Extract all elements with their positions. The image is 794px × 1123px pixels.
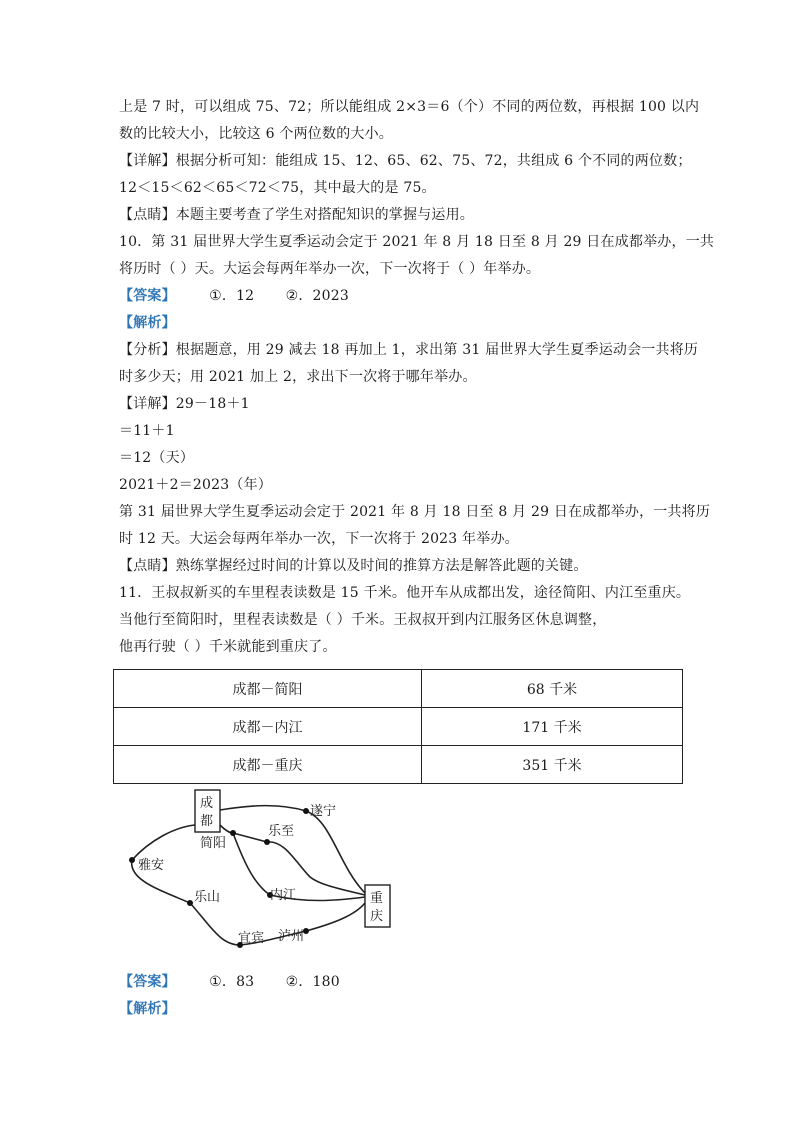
text-line: ＝11＋1: [119, 423, 175, 439]
label-yaan: 雅安: [138, 858, 165, 873]
question-11-cont: 他再行驶（ ）千米就能到重庆了。: [119, 639, 337, 655]
question-11: 11．王叔叔新买的车里程表读数是 15 千米。他开车从成都出发，途径简阳、内江至重庆。: [119, 585, 691, 601]
route-chengdu-suining-chongqing: [220, 806, 365, 893]
analysis-label: 【解析】: [119, 315, 176, 331]
label-chongqing-2: 庆: [370, 909, 384, 924]
route-cell: 成都－内江: [114, 708, 422, 746]
label-luzhou: 泸州: [278, 929, 305, 944]
label-chengdu-2: 都: [200, 814, 214, 829]
answer-2: ②．2023: [285, 288, 349, 304]
question-11-cont: 当他行至简阳时，里程表读数是（ ）千米。王叔叔开到内江服务区休息调整，: [119, 612, 607, 628]
text-line: 【详解】29－18＋1: [119, 396, 250, 412]
label-jianyang: 简阳: [200, 836, 227, 851]
distance-cell: 68 千米: [421, 670, 682, 708]
question-10-cont: 将历时（ ）天。大运会每两年举办一次，下一次将于（ ）年举办。: [119, 261, 541, 277]
table-row: [114, 746, 683, 784]
text-line: 【分析】根据题意，用 29 减去 18 再加上 1，求出第 31 届世界大学生夏季运动会一共将历: [119, 342, 699, 358]
label-chongqing-1: 重: [370, 891, 384, 906]
jianyang-dot: [230, 830, 236, 836]
route-jianyang-lezhi: [233, 833, 267, 842]
text-line: 时 12 天。大运会每两年举办一次，下一次将于 2023 年举办。: [119, 531, 519, 547]
answer-label: 【答案】: [119, 288, 176, 304]
lezhi-dot: [264, 839, 270, 845]
label-lezhi: 乐至: [268, 824, 295, 839]
yaan-dot: [129, 857, 135, 863]
label-leshan: 乐山: [194, 890, 221, 905]
route-map: [120, 785, 400, 960]
distance-cell: 351 千米: [421, 746, 682, 784]
label-yibin: 宜宾: [238, 931, 265, 946]
answer-10: [119, 286, 349, 306]
text-line: 第 31 届世界大学生夏季运动会定于 2021 年 8 月 18 日至 8 月 29 日在成都举办，一共将历: [119, 504, 711, 520]
route-cell: 成都－简阳: [114, 670, 422, 708]
answer-label: 【答案】: [119, 974, 176, 990]
distance-table: [113, 669, 683, 784]
text-line: 数的比较大小，比较这 6 个两位数的大小。: [119, 126, 394, 142]
answer-11: [119, 972, 340, 992]
label-suining: 遂宁: [310, 804, 337, 819]
text-line: 2021＋2＝2023（年）: [119, 477, 272, 493]
text-line: 上是 7 时，可以组成 75、72；所以能组成 2×3＝6（个）不同的两位数，再根据 100 以内: [119, 99, 700, 115]
answer-1: ①．83: [209, 974, 255, 990]
answer-1: ①．12: [209, 288, 255, 304]
table-row: [114, 670, 683, 708]
text-line: ＝12（天）: [119, 450, 195, 466]
text-line: 【点睛】本题主要考查了学生对搭配知识的掌握与运用。: [119, 207, 474, 223]
table-row: [114, 708, 683, 746]
question-10: 10．第 31 届世界大学生夏季运动会定于 2021 年 8 月 18 日至 8 月 29 日在成都举办，一共: [119, 234, 715, 250]
text-line: 【详解】根据分析可知：能组成 15、12、65、62、75、72，共组成 6 个不同的两位数；: [119, 153, 692, 169]
suining-dot: [303, 808, 309, 814]
label-neijiang: 内江: [270, 888, 297, 903]
analysis-label: 【解析】: [119, 1001, 176, 1017]
answer-2: ②．180: [285, 974, 340, 990]
distance-cell: 171 千米: [421, 708, 682, 746]
route-cell: 成都－重庆: [114, 746, 422, 784]
text-line: 【点睛】熟练掌握经过时间的计算以及时间的推算方法是解答此题的关键。: [119, 558, 588, 574]
leshan-dot: [187, 900, 193, 906]
text-line: 12＜15＜62＜65＜72＜75，其中最大的是 75。: [119, 180, 436, 196]
text-line: 时多少天；用 2021 加上 2，求出下一次将于哪年举办。: [119, 369, 477, 385]
label-chengdu-1: 成: [200, 796, 214, 811]
